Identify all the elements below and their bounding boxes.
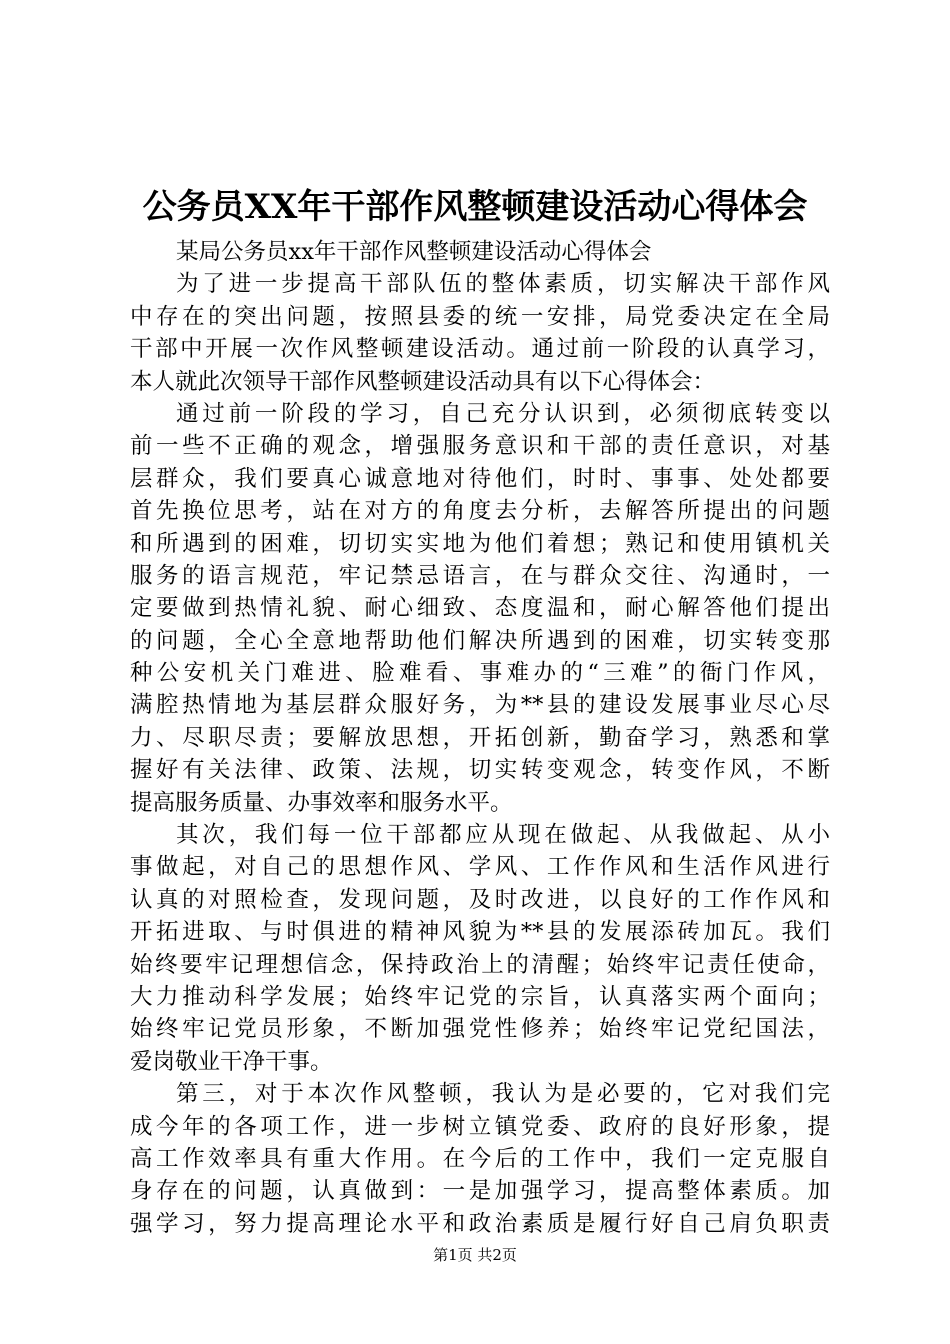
page-footer: 第1页 共2页 — [433, 1246, 517, 1264]
text-line: 事做起，对自己的思想作风、学风、工作作风和生活作风进行 — [130, 854, 830, 881]
text-line: 提高服务质量、办事效率和服务水平。 — [130, 789, 513, 816]
text-line: 第三，对于本次作风整顿，我认为是必要的，它对我们完 — [176, 1081, 830, 1108]
text-line: 握好有关法律、政策、法规，切实转变观念，转变作风，不断 — [130, 757, 830, 784]
text-line: 大力推动科学发展；始终牢记党的宗旨，认真落实两个面向； — [130, 983, 830, 1010]
text-line: 高工作效率具有重大作用。在今后的工作中，我们一定克服自 — [130, 1145, 830, 1172]
text-line: 认真的对照检查，发现问题，及时改进，以良好的工作作风和 — [130, 886, 830, 913]
text-line: 干部中开展一次作风整顿建设活动。通过前一阶段的认真学习， — [130, 336, 830, 363]
text-line: 强学习，努力提高理论水平和政治素质是履行好自己肩负职责 — [130, 1210, 830, 1237]
text-line: 本人就此次领导干部作风整顿建设活动具有以下心得体会： — [130, 368, 716, 395]
document-title: 公务员XX年干部作风整顿建设活动心得体会 — [142, 187, 808, 227]
text-line: 前一些不正确的观念，增强服务意识和干部的责任意识，对基 — [130, 433, 830, 460]
text-line: 中存在的突出问题，按照县委的统一安排，局党委决定在全局 — [130, 303, 830, 330]
text-line: 首先换位思考，站在对方的角度去分析，去解答所提出的问题 — [130, 498, 830, 525]
text-line: 和所遇到的困难，切切实实地为他们着想；熟记和使用镇机关 — [130, 530, 830, 557]
text-line: 为了进一步提高干部队伍的整体素质，切实解决干部作风 — [176, 271, 830, 298]
text-line: 身存在的问题，认真做到：一是加强学习，提高整体素质。加 — [130, 1178, 830, 1205]
text-line: 定要做到热情礼貌、耐心细致、态度温和，耐心解答他们提出 — [130, 595, 830, 622]
text-line: 某局公务员xx年干部作风整顿建设活动心得体会 — [176, 239, 652, 265]
text-line: 层群众，我们要真心诚意地对待他们，时时、事事、处处都要 — [130, 465, 830, 492]
text-line: 通过前一阶段的学习，自己充分认识到，必须彻底转变以 — [176, 400, 830, 427]
text-line: 爱岗敬业干净干事。 — [130, 1048, 333, 1075]
text-line: 始终要牢记理想信念，保持政治上的清醒；始终牢记责任使命， — [130, 951, 830, 978]
text-line: 其次，我们每一位干部都应从现在做起、从我做起、从小 — [176, 822, 830, 849]
document-body — [130, 236, 830, 1240]
text-line: 始终牢记党员形象，不断加强党性修养；始终牢记党纪国法， — [130, 1016, 830, 1043]
text-line: 满腔热情地为基层群众服好务，为**县的建设发展事业尽心尽 — [130, 692, 830, 719]
text-line: 种公安机关门难进、脸难看、事难办的“三难”的衙门作风， — [130, 660, 830, 687]
text-line: 服务的语言规范，牢记禁忌语言，在与群众交往、沟通时，一 — [130, 562, 830, 589]
text-line: 成今年的各项工作，进一步树立镇党委、政府的良好形象，提 — [130, 1113, 830, 1140]
text-line: 力、尽职尽责；要解放思想，开拓创新，勤奋学习，熟悉和掌 — [130, 724, 830, 751]
text-line: 的问题，全心全意地帮助他们解决所遇到的困难，切实转变那 — [130, 627, 830, 654]
text-line: 开拓进取、与时俱进的精神风貌为**县的发展添砖加瓦。我们 — [130, 919, 830, 946]
